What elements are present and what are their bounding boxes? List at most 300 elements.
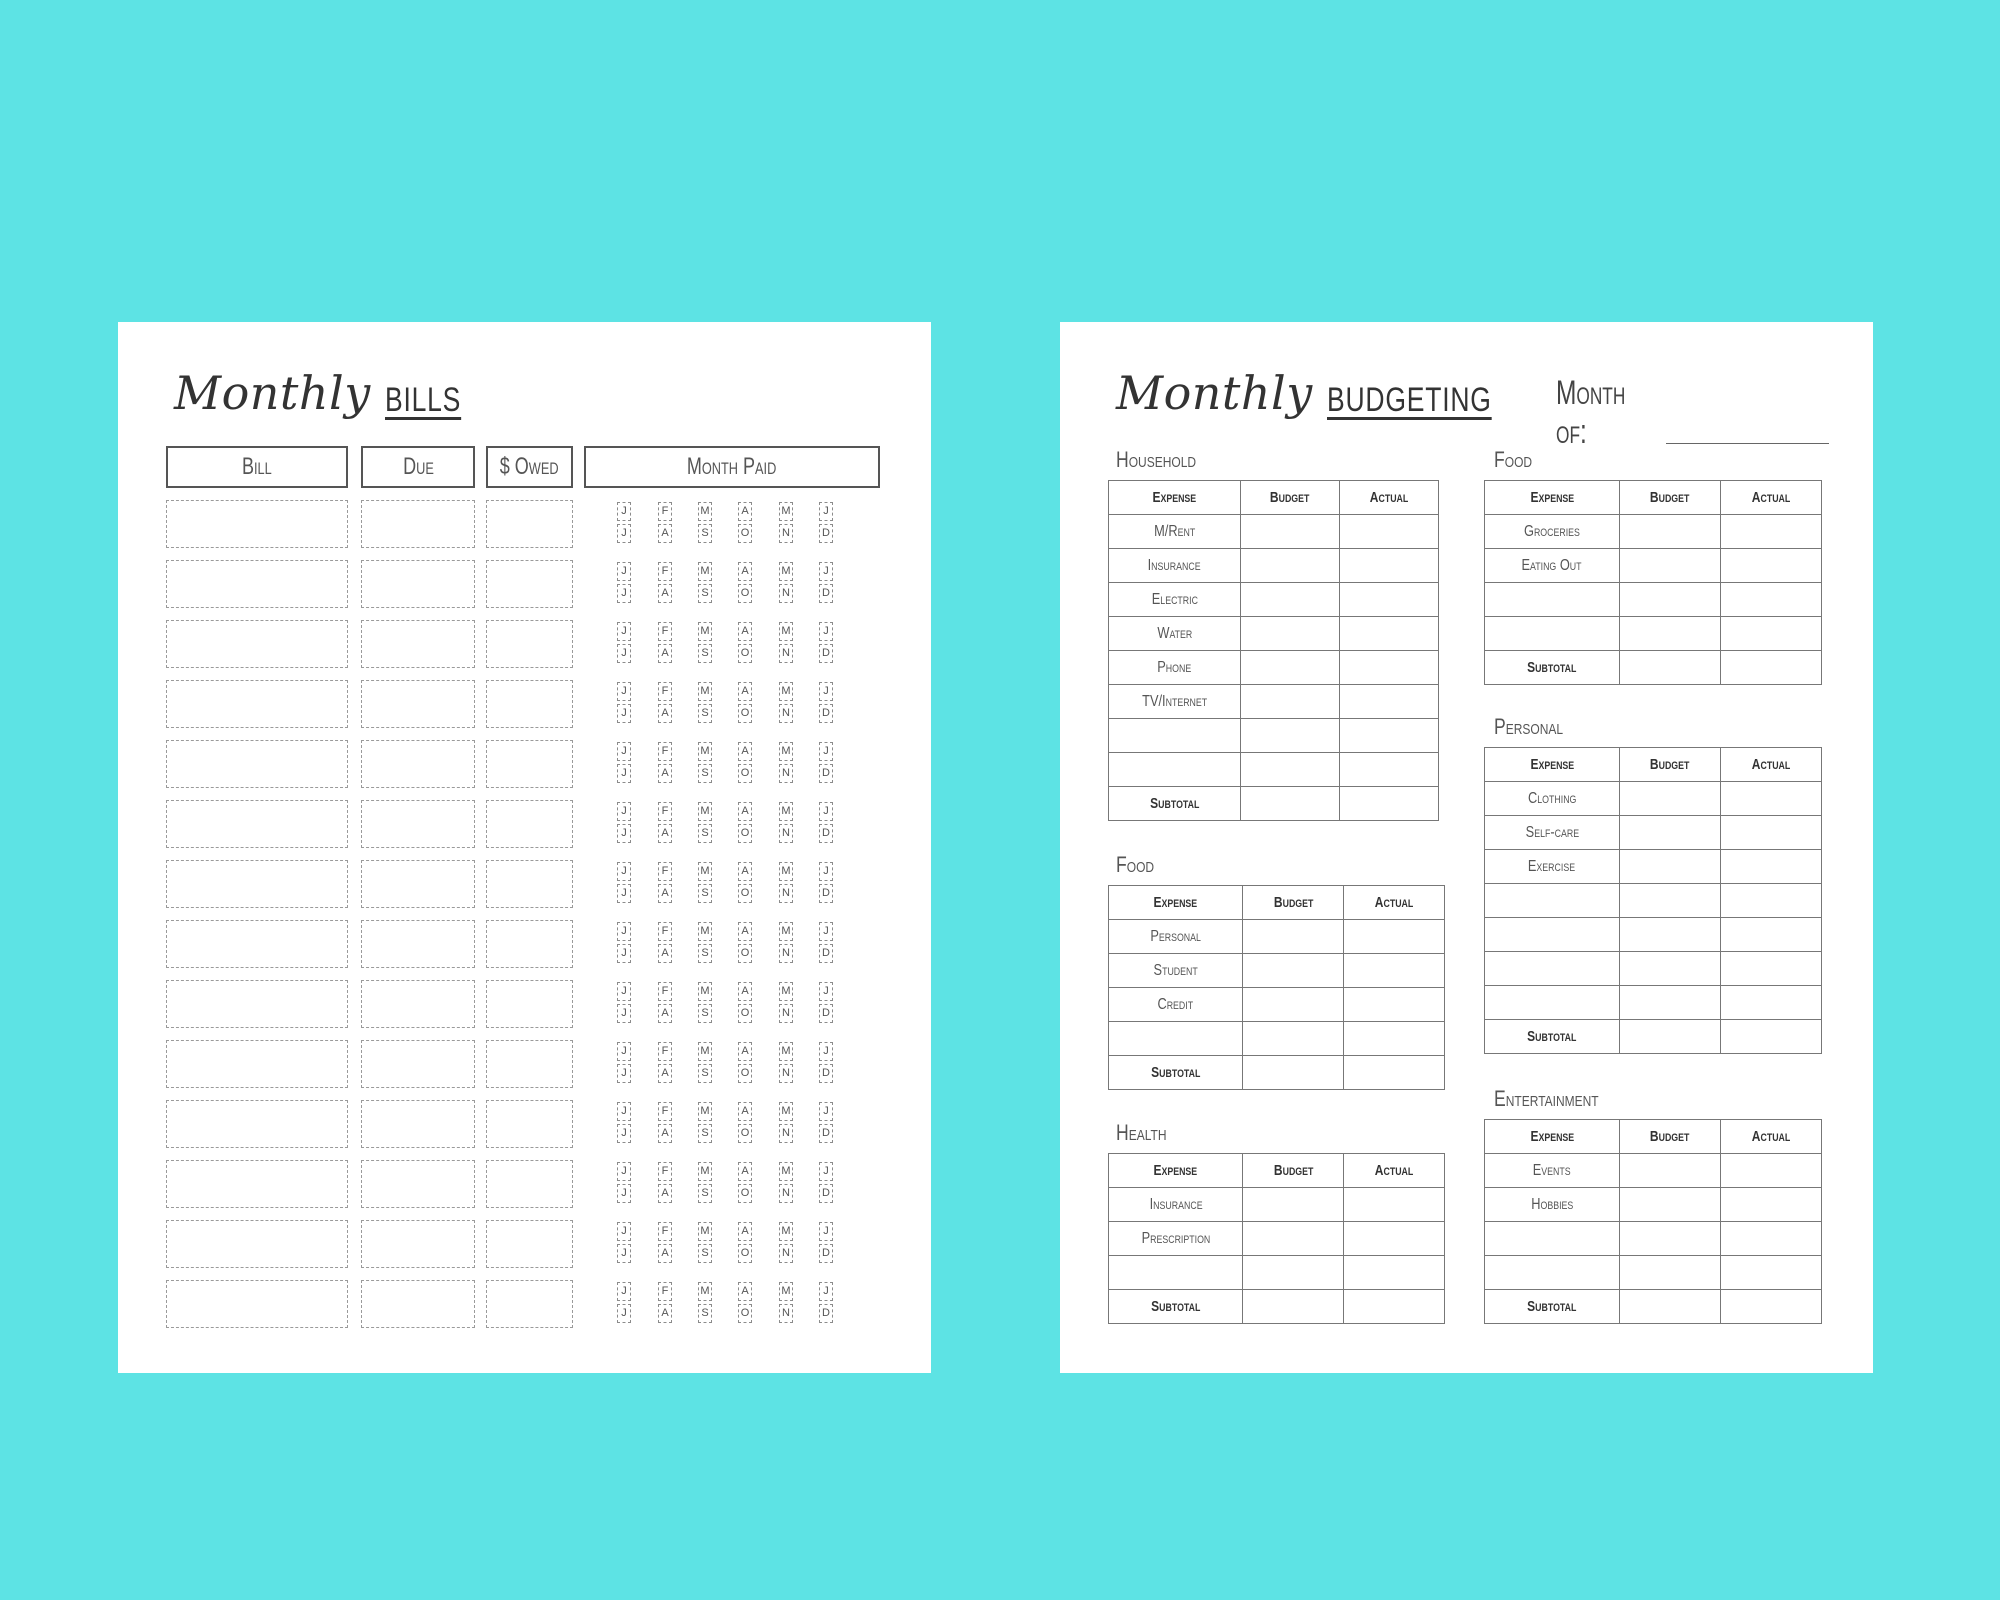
month-paid-checkbox[interactable]: D (819, 944, 833, 963)
actual-cell[interactable] (1340, 685, 1439, 719)
month-paid-checkbox[interactable]: M (779, 1282, 793, 1301)
expense-cell[interactable] (1485, 986, 1620, 1020)
budget-cell[interactable] (1241, 651, 1340, 685)
due-date-field[interactable] (361, 800, 475, 848)
month-paid-checkbox[interactable]: J (617, 1222, 631, 1241)
expense-cell[interactable]: Personal (1109, 920, 1243, 954)
bill-name-field[interactable] (166, 500, 348, 548)
month-paid-checkbox[interactable]: J (617, 862, 631, 881)
actual-cell[interactable] (1720, 816, 1821, 850)
budget-cell[interactable] (1243, 920, 1344, 954)
month-paid-checkbox[interactable]: F (658, 742, 672, 761)
month-paid-checkbox[interactable]: M (779, 922, 793, 941)
due-date-field[interactable] (361, 500, 475, 548)
month-paid-checkbox[interactable]: A (738, 802, 752, 821)
month-paid-checkbox[interactable]: J (617, 622, 631, 641)
month-paid-checkbox[interactable]: O (738, 1124, 752, 1143)
expense-cell[interactable] (1485, 583, 1620, 617)
actual-cell[interactable] (1720, 549, 1821, 583)
expense-cell[interactable]: Hobbies (1485, 1188, 1620, 1222)
budget-cell[interactable] (1243, 1256, 1344, 1290)
month-paid-checkbox[interactable]: J (617, 682, 631, 701)
subtotal-actual-cell[interactable] (1720, 1020, 1821, 1054)
month-paid-checkbox[interactable]: S (698, 1064, 712, 1083)
month-paid-checkbox[interactable]: S (698, 1244, 712, 1263)
budget-cell[interactable] (1619, 850, 1720, 884)
month-paid-checkbox[interactable]: A (658, 1184, 672, 1203)
budget-cell[interactable] (1243, 1022, 1344, 1056)
due-date-field[interactable] (361, 920, 475, 968)
actual-cell[interactable] (1720, 952, 1821, 986)
month-paid-checkbox[interactable]: M (698, 802, 712, 821)
actual-cell[interactable] (1340, 617, 1439, 651)
actual-cell[interactable] (1344, 920, 1445, 954)
month-paid-checkbox[interactable]: S (698, 644, 712, 663)
month-paid-checkbox[interactable]: M (698, 682, 712, 701)
actual-cell[interactable] (1720, 617, 1821, 651)
expense-cell[interactable]: TV/Internet (1109, 685, 1241, 719)
month-paid-checkbox[interactable]: M (779, 742, 793, 761)
month-paid-checkbox[interactable]: M (698, 1042, 712, 1061)
amount-owed-field[interactable] (486, 980, 573, 1028)
actual-cell[interactable] (1344, 1188, 1445, 1222)
month-paid-checkbox[interactable]: N (779, 644, 793, 663)
due-date-field[interactable] (361, 560, 475, 608)
budget-cell[interactable] (1241, 617, 1340, 651)
amount-owed-field[interactable] (486, 1160, 573, 1208)
month-paid-checkbox[interactable]: M (779, 502, 793, 521)
month-paid-checkbox[interactable]: A (658, 764, 672, 783)
month-paid-checkbox[interactable]: F (658, 502, 672, 521)
subtotal-budget-cell[interactable] (1243, 1290, 1344, 1324)
expense-cell[interactable]: Groceries (1485, 515, 1620, 549)
budget-cell[interactable] (1619, 1256, 1720, 1290)
month-paid-checkbox[interactable]: A (658, 524, 672, 543)
month-paid-checkbox[interactable]: M (779, 622, 793, 641)
actual-cell[interactable] (1340, 651, 1439, 685)
month-paid-checkbox[interactable]: J (617, 742, 631, 761)
amount-owed-field[interactable] (486, 800, 573, 848)
month-paid-checkbox[interactable]: J (819, 1162, 833, 1181)
actual-cell[interactable] (1340, 719, 1439, 753)
budget-cell[interactable] (1619, 884, 1720, 918)
month-paid-checkbox[interactable]: M (779, 1222, 793, 1241)
actual-cell[interactable] (1720, 1256, 1821, 1290)
month-paid-checkbox[interactable]: S (698, 884, 712, 903)
month-paid-checkbox[interactable]: J (617, 1304, 631, 1323)
month-paid-checkbox[interactable]: J (819, 922, 833, 941)
budget-cell[interactable] (1241, 515, 1340, 549)
subtotal-actual-cell[interactable] (1340, 787, 1439, 821)
expense-cell[interactable]: Events (1485, 1154, 1620, 1188)
actual-cell[interactable] (1720, 1222, 1821, 1256)
amount-owed-field[interactable] (486, 1040, 573, 1088)
bill-name-field[interactable] (166, 980, 348, 1028)
month-paid-checkbox[interactable]: J (617, 982, 631, 1001)
month-paid-checkbox[interactable]: S (698, 584, 712, 603)
bill-name-field[interactable] (166, 620, 348, 668)
expense-cell[interactable] (1485, 918, 1620, 952)
expense-cell[interactable]: Insurance (1109, 549, 1241, 583)
month-paid-checkbox[interactable]: N (779, 824, 793, 843)
month-paid-checkbox[interactable]: A (738, 1042, 752, 1061)
expense-cell[interactable]: Phone (1109, 651, 1241, 685)
month-paid-checkbox[interactable]: O (738, 1244, 752, 1263)
month-paid-checkbox[interactable]: J (819, 862, 833, 881)
due-date-field[interactable] (361, 740, 475, 788)
bill-name-field[interactable] (166, 1160, 348, 1208)
budget-cell[interactable] (1619, 816, 1720, 850)
budget-cell[interactable] (1243, 1188, 1344, 1222)
month-paid-checkbox[interactable]: N (779, 1124, 793, 1143)
month-paid-checkbox[interactable]: J (819, 622, 833, 641)
actual-cell[interactable] (1344, 954, 1445, 988)
month-paid-checkbox[interactable]: S (698, 1004, 712, 1023)
amount-owed-field[interactable] (486, 680, 573, 728)
month-paid-checkbox[interactable]: O (738, 1184, 752, 1203)
month-paid-checkbox[interactable]: J (617, 884, 631, 903)
month-paid-checkbox[interactable]: A (738, 922, 752, 941)
due-date-field[interactable] (361, 1220, 475, 1268)
amount-owed-field[interactable] (486, 860, 573, 908)
month-paid-checkbox[interactable]: J (617, 502, 631, 521)
bill-name-field[interactable] (166, 1220, 348, 1268)
month-paid-checkbox[interactable]: S (698, 524, 712, 543)
actual-cell[interactable] (1720, 986, 1821, 1020)
month-paid-checkbox[interactable]: J (617, 824, 631, 843)
month-paid-checkbox[interactable]: A (658, 944, 672, 963)
amount-owed-field[interactable] (486, 1220, 573, 1268)
actual-cell[interactable] (1344, 1222, 1445, 1256)
month-paid-checkbox[interactable]: D (819, 824, 833, 843)
month-paid-checkbox[interactable]: O (738, 644, 752, 663)
month-paid-checkbox[interactable]: N (779, 1184, 793, 1203)
month-paid-checkbox[interactable]: D (819, 1064, 833, 1083)
expense-cell[interactable]: Electric (1109, 583, 1241, 617)
month-paid-checkbox[interactable]: M (779, 562, 793, 581)
month-paid-checkbox[interactable]: J (617, 524, 631, 543)
budget-cell[interactable] (1619, 952, 1720, 986)
month-paid-checkbox[interactable]: A (658, 644, 672, 663)
amount-owed-field[interactable] (486, 920, 573, 968)
month-paid-checkbox[interactable]: N (779, 1304, 793, 1323)
bill-name-field[interactable] (166, 1280, 348, 1328)
actual-cell[interactable] (1720, 884, 1821, 918)
month-paid-checkbox[interactable]: J (819, 802, 833, 821)
amount-owed-field[interactable] (486, 1280, 573, 1328)
due-date-field[interactable] (361, 620, 475, 668)
month-paid-checkbox[interactable]: F (658, 1102, 672, 1121)
amount-owed-field[interactable] (486, 620, 573, 668)
month-paid-checkbox[interactable]: M (779, 682, 793, 701)
month-paid-checkbox[interactable]: N (779, 524, 793, 543)
month-paid-checkbox[interactable]: S (698, 944, 712, 963)
month-paid-checkbox[interactable]: D (819, 704, 833, 723)
actual-cell[interactable] (1720, 1188, 1821, 1222)
month-paid-checkbox[interactable]: F (658, 862, 672, 881)
expense-cell[interactable]: Credit (1109, 988, 1243, 1022)
month-paid-checkbox[interactable]: F (658, 1162, 672, 1181)
bill-name-field[interactable] (166, 1040, 348, 1088)
month-paid-checkbox[interactable]: J (819, 1222, 833, 1241)
actual-cell[interactable] (1720, 918, 1821, 952)
bill-name-field[interactable] (166, 920, 348, 968)
budget-cell[interactable] (1619, 1154, 1720, 1188)
subtotal-budget-cell[interactable] (1619, 1290, 1720, 1324)
expense-cell[interactable]: Water (1109, 617, 1241, 651)
month-paid-checkbox[interactable]: A (658, 1124, 672, 1143)
actual-cell[interactable] (1720, 515, 1821, 549)
bill-name-field[interactable] (166, 800, 348, 848)
month-paid-checkbox[interactable]: A (738, 982, 752, 1001)
month-paid-checkbox[interactable]: D (819, 884, 833, 903)
month-paid-checkbox[interactable]: A (658, 1304, 672, 1323)
budget-cell[interactable] (1619, 515, 1720, 549)
budget-cell[interactable] (1619, 986, 1720, 1020)
budget-cell[interactable] (1619, 617, 1720, 651)
month-paid-checkbox[interactable]: N (779, 1244, 793, 1263)
month-paid-checkbox[interactable]: O (738, 584, 752, 603)
month-paid-checkbox[interactable]: J (617, 1042, 631, 1061)
expense-cell[interactable] (1485, 884, 1620, 918)
month-paid-checkbox[interactable]: M (698, 1282, 712, 1301)
subtotal-budget-cell[interactable] (1619, 1020, 1720, 1054)
month-paid-checkbox[interactable]: J (617, 944, 631, 963)
month-paid-checkbox[interactable]: O (738, 1064, 752, 1083)
month-paid-checkbox[interactable]: A (738, 622, 752, 641)
month-paid-checkbox[interactable]: J (819, 502, 833, 521)
month-paid-checkbox[interactable]: M (779, 1102, 793, 1121)
month-paid-checkbox[interactable]: S (698, 1304, 712, 1323)
month-paid-checkbox[interactable]: M (698, 622, 712, 641)
month-paid-checkbox[interactable]: D (819, 644, 833, 663)
budget-cell[interactable] (1241, 753, 1340, 787)
subtotal-actual-cell[interactable] (1344, 1056, 1445, 1090)
due-date-field[interactable] (361, 1040, 475, 1088)
month-paid-checkbox[interactable]: M (779, 1162, 793, 1181)
actual-cell[interactable] (1340, 549, 1439, 583)
actual-cell[interactable] (1720, 583, 1821, 617)
month-paid-checkbox[interactable]: S (698, 704, 712, 723)
expense-cell[interactable]: Self-care (1485, 816, 1620, 850)
month-paid-checkbox[interactable]: A (738, 682, 752, 701)
month-paid-checkbox[interactable]: J (819, 742, 833, 761)
month-paid-checkbox[interactable]: A (738, 1222, 752, 1241)
budget-cell[interactable] (1243, 1222, 1344, 1256)
expense-cell[interactable] (1485, 952, 1620, 986)
expense-cell[interactable] (1109, 1022, 1243, 1056)
due-date-field[interactable] (361, 680, 475, 728)
budget-cell[interactable] (1619, 782, 1720, 816)
budget-cell[interactable] (1241, 719, 1340, 753)
month-paid-checkbox[interactable]: M (698, 1222, 712, 1241)
month-paid-checkbox[interactable]: J (617, 1184, 631, 1203)
amount-owed-field[interactable] (486, 500, 573, 548)
month-paid-checkbox[interactable]: M (779, 982, 793, 1001)
month-paid-checkbox[interactable]: N (779, 764, 793, 783)
expense-cell[interactable]: Eating Out (1485, 549, 1620, 583)
month-paid-checkbox[interactable]: J (617, 644, 631, 663)
bill-name-field[interactable] (166, 1100, 348, 1148)
month-paid-checkbox[interactable]: A (658, 704, 672, 723)
month-paid-checkbox[interactable]: F (658, 1282, 672, 1301)
expense-cell[interactable] (1485, 617, 1620, 651)
month-paid-checkbox[interactable]: M (779, 802, 793, 821)
due-date-field[interactable] (361, 980, 475, 1028)
month-paid-checkbox[interactable]: A (658, 884, 672, 903)
month-paid-checkbox[interactable]: F (658, 1042, 672, 1061)
month-paid-checkbox[interactable]: N (779, 1004, 793, 1023)
month-paid-checkbox[interactable]: A (658, 1064, 672, 1083)
bill-name-field[interactable] (166, 680, 348, 728)
amount-owed-field[interactable] (486, 560, 573, 608)
month-paid-checkbox[interactable]: O (738, 824, 752, 843)
expense-cell[interactable] (1485, 1256, 1620, 1290)
month-paid-checkbox[interactable]: M (698, 742, 712, 761)
month-paid-checkbox[interactable]: A (738, 562, 752, 581)
month-paid-checkbox[interactable]: A (658, 824, 672, 843)
month-paid-checkbox[interactable]: F (658, 1222, 672, 1241)
expense-cell[interactable] (1109, 1256, 1243, 1290)
month-paid-checkbox[interactable]: M (698, 562, 712, 581)
month-paid-checkbox[interactable]: D (819, 764, 833, 783)
month-paid-checkbox[interactable]: J (617, 562, 631, 581)
month-paid-checkbox[interactable]: A (658, 584, 672, 603)
month-paid-checkbox[interactable]: A (738, 502, 752, 521)
subtotal-budget-cell[interactable] (1619, 651, 1720, 685)
actual-cell[interactable] (1340, 753, 1439, 787)
month-of-blank-line[interactable] (1666, 443, 1829, 444)
expense-cell[interactable]: Exercise (1485, 850, 1620, 884)
month-paid-checkbox[interactable]: A (738, 1162, 752, 1181)
month-paid-checkbox[interactable]: S (698, 1184, 712, 1203)
bill-name-field[interactable] (166, 740, 348, 788)
month-paid-checkbox[interactable]: M (698, 1102, 712, 1121)
month-paid-checkbox[interactable]: A (738, 862, 752, 881)
month-paid-checkbox[interactable]: J (617, 1102, 631, 1121)
expense-cell[interactable]: M/Rent (1109, 515, 1241, 549)
month-paid-checkbox[interactable]: D (819, 1004, 833, 1023)
month-paid-checkbox[interactable]: O (738, 764, 752, 783)
actual-cell[interactable] (1344, 1256, 1445, 1290)
month-paid-checkbox[interactable]: F (658, 802, 672, 821)
month-paid-checkbox[interactable]: J (617, 802, 631, 821)
expense-cell[interactable] (1485, 1222, 1620, 1256)
month-paid-checkbox[interactable]: J (617, 764, 631, 783)
month-paid-checkbox[interactable]: S (698, 764, 712, 783)
month-paid-checkbox[interactable]: N (779, 944, 793, 963)
month-paid-checkbox[interactable]: M (698, 982, 712, 1001)
budget-cell[interactable] (1619, 583, 1720, 617)
month-paid-checkbox[interactable]: J (617, 1244, 631, 1263)
month-paid-checkbox[interactable]: M (698, 1162, 712, 1181)
month-paid-checkbox[interactable]: M (698, 862, 712, 881)
due-date-field[interactable] (361, 860, 475, 908)
amount-owed-field[interactable] (486, 1100, 573, 1148)
subtotal-actual-cell[interactable] (1720, 651, 1821, 685)
budget-cell[interactable] (1241, 549, 1340, 583)
month-paid-checkbox[interactable]: F (658, 982, 672, 1001)
expense-cell[interactable]: Student (1109, 954, 1243, 988)
month-paid-checkbox[interactable]: D (819, 584, 833, 603)
month-paid-checkbox[interactable]: D (819, 1304, 833, 1323)
month-paid-checkbox[interactable]: A (738, 1102, 752, 1121)
month-paid-checkbox[interactable]: J (617, 584, 631, 603)
month-paid-checkbox[interactable]: J (617, 1064, 631, 1083)
month-paid-checkbox[interactable]: J (819, 682, 833, 701)
due-date-field[interactable] (361, 1280, 475, 1328)
month-paid-checkbox[interactable]: F (658, 922, 672, 941)
month-paid-checkbox[interactable]: J (617, 704, 631, 723)
expense-cell[interactable] (1109, 719, 1241, 753)
month-paid-checkbox[interactable]: M (698, 922, 712, 941)
month-paid-checkbox[interactable]: J (617, 1162, 631, 1181)
month-paid-checkbox[interactable]: O (738, 1004, 752, 1023)
month-paid-checkbox[interactable]: J (617, 1282, 631, 1301)
amount-owed-field[interactable] (486, 740, 573, 788)
month-paid-checkbox[interactable]: O (738, 884, 752, 903)
actual-cell[interactable] (1720, 1154, 1821, 1188)
expense-cell[interactable] (1109, 753, 1241, 787)
month-paid-checkbox[interactable]: A (658, 1004, 672, 1023)
bill-name-field[interactable] (166, 860, 348, 908)
month-paid-checkbox[interactable]: N (779, 704, 793, 723)
month-paid-checkbox[interactable]: A (658, 1244, 672, 1263)
budget-cell[interactable] (1243, 988, 1344, 1022)
month-paid-checkbox[interactable]: O (738, 944, 752, 963)
subtotal-actual-cell[interactable] (1720, 1290, 1821, 1324)
budget-cell[interactable] (1619, 1188, 1720, 1222)
month-paid-checkbox[interactable]: D (819, 524, 833, 543)
month-paid-checkbox[interactable]: O (738, 1304, 752, 1323)
actual-cell[interactable] (1344, 1022, 1445, 1056)
month-paid-checkbox[interactable]: F (658, 682, 672, 701)
month-paid-checkbox[interactable]: D (819, 1244, 833, 1263)
month-paid-checkbox[interactable]: D (819, 1184, 833, 1203)
month-paid-checkbox[interactable]: J (617, 922, 631, 941)
month-paid-checkbox[interactable]: N (779, 884, 793, 903)
month-paid-checkbox[interactable]: J (617, 1124, 631, 1143)
month-paid-checkbox[interactable]: N (779, 584, 793, 603)
month-paid-checkbox[interactable]: J (819, 1102, 833, 1121)
month-paid-checkbox[interactable]: M (698, 502, 712, 521)
month-paid-checkbox[interactable]: J (819, 1042, 833, 1061)
budget-cell[interactable] (1243, 954, 1344, 988)
month-paid-checkbox[interactable]: J (819, 562, 833, 581)
month-paid-checkbox[interactable]: M (779, 862, 793, 881)
subtotal-budget-cell[interactable] (1243, 1056, 1344, 1090)
budget-cell[interactable] (1619, 918, 1720, 952)
month-paid-checkbox[interactable]: F (658, 622, 672, 641)
budget-cell[interactable] (1241, 685, 1340, 719)
subtotal-actual-cell[interactable] (1344, 1290, 1445, 1324)
due-date-field[interactable] (361, 1100, 475, 1148)
expense-cell[interactable]: Clothing (1485, 782, 1620, 816)
month-paid-checkbox[interactable]: J (617, 1004, 631, 1023)
month-paid-checkbox[interactable]: A (738, 742, 752, 761)
budget-cell[interactable] (1619, 549, 1720, 583)
actual-cell[interactable] (1720, 850, 1821, 884)
budget-cell[interactable] (1619, 1222, 1720, 1256)
month-paid-checkbox[interactable]: J (819, 1282, 833, 1301)
bill-name-field[interactable] (166, 560, 348, 608)
actual-cell[interactable] (1340, 515, 1439, 549)
month-paid-checkbox[interactable]: J (819, 982, 833, 1001)
expense-cell[interactable]: Insurance (1109, 1188, 1243, 1222)
month-paid-checkbox[interactable]: A (738, 1282, 752, 1301)
expense-cell[interactable]: Prescription (1109, 1222, 1243, 1256)
due-date-field[interactable] (361, 1160, 475, 1208)
